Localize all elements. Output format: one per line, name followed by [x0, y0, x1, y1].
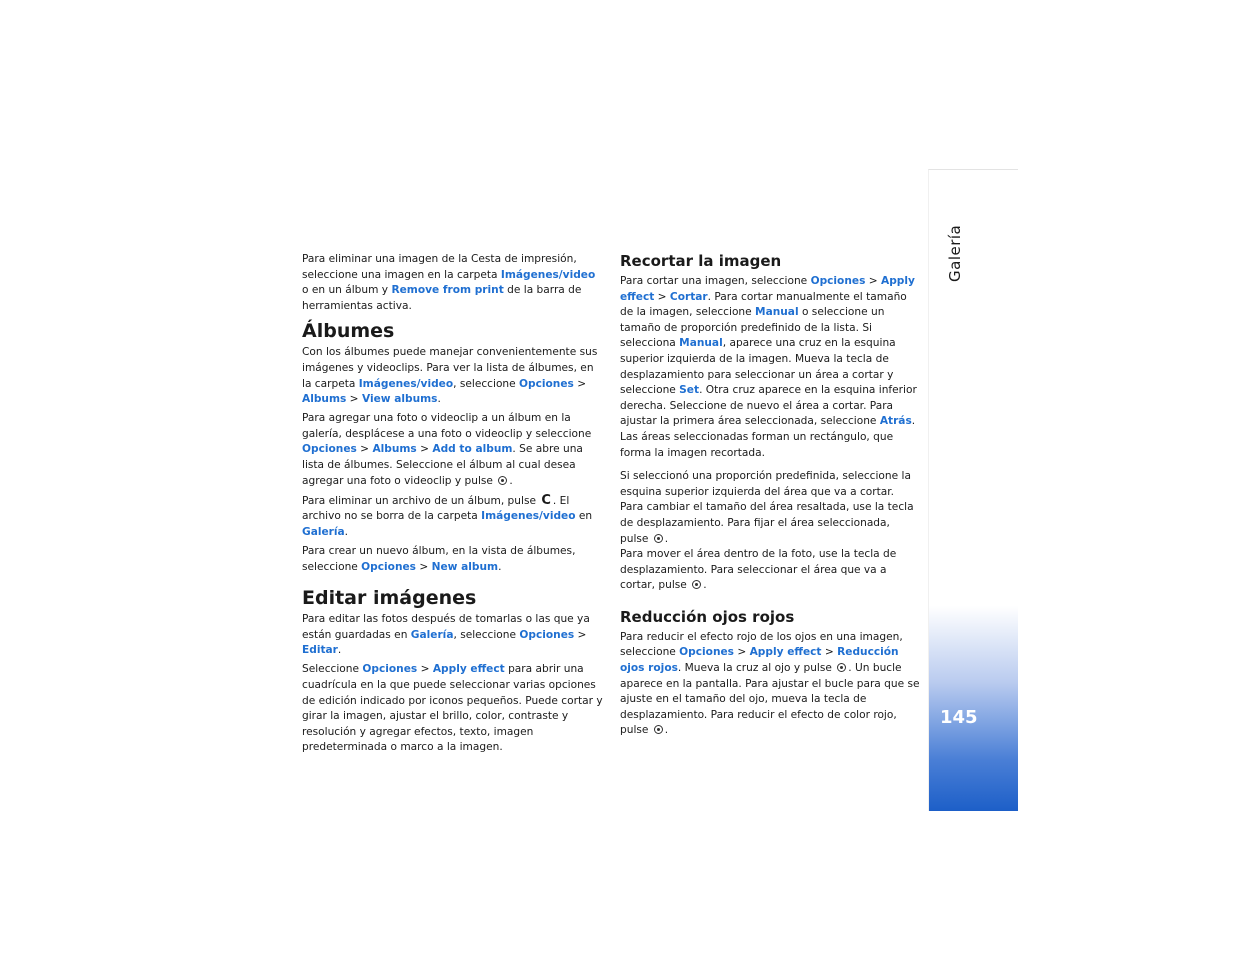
heading-recortar-imagen: Recortar la imagen [620, 252, 782, 270]
paragraph-proporcion-predefinida: Si seleccionó una proporción predefinida, seleccione la esquina superior izquierda del área que va a cortar. [620, 470, 911, 498]
paragraph-mover-area: Para mover el área dentro de la foto, use la tecla de desplazamiento. Para seleccionar el área que va a cortar, pulse . [620, 548, 897, 592]
left-column [302, 252, 605, 760]
page-number: 145 [940, 707, 978, 728]
paragraph-remove-from-album: Para eliminar un archivo de un álbum, pulse C . El archivo no se borra de la carpeta Imágenes/video en Galería. [302, 492, 593, 538]
paragraph-recortar: Para cortar una imagen, seleccione Opciones > Apply effect > Cortar. Para cortar manualmente el tamaño de la imagen, seleccione Manual o seleccione un tamaño de proporción predefinido de la lista. Si selecciona Manual, aparece una cruz en la esquina superior izquierda de la imagen. Mueva la tecla de desplazamiento para seleccionar un área a cortar y seleccione Set. Otra cruz aparece en la esquina inferior derecha. Seleccione de nuevo el área a cortar. Para ajustar la primera área seleccionada, seleccione Atrás. Las áreas seleccionadas forman un rectángulo, que forma la imagen recortada. [620, 275, 917, 459]
heading-albumes: Álbumes [302, 320, 395, 343]
heading-reduccion-ojos-rojos: Reducción ojos rojos [620, 607, 795, 626]
paragraph-apply-effect: Seleccione Opciones > Apply effect para abrir una cuadrícula en la que puede seleccionar varias opciones de edición indicado por iconos pequeños. Puede cortar y girar la imagen, ajustar el brillo, color, contraste y resolución y agregar efectos, texto, imagen predeterminada o marco a la imagen. [302, 663, 603, 754]
paragraph-new-album: Para crear un nuevo álbum, en la vista de álbumes, seleccione Opciones > New album. [302, 545, 576, 573]
joystick-select-icon [654, 725, 663, 734]
paragraph-editar-intro: Para editar las fotos después de tomarlas o las que ya están guardadas en Galería, seleccione Opciones > Editar. [302, 613, 590, 657]
paragraph-albumes-intro: Con los álbumes puede manejar convenientemente sus imágenes y videoclips. Para ver la lista de álbumes, en la carpeta Imágenes/video, seleccione Opciones > Albums > View albums. [302, 346, 598, 406]
link-remove-from-print: Remove from print [391, 284, 504, 297]
link-imagenes-video: Imágenes/video [500, 268, 596, 281]
paragraph-add-to-album: Para agregar una foto o videoclip a un álbum en la galería, desplácese a una foto o videoclip y seleccione Opciones > Albums > Add to album. Se abre una lista de álbumes. Seleccione el álbum al cual desea agregar una foto o videoclip y pulse . [302, 412, 592, 487]
paragraph-reduccion: Para reducir el efecto rojo de los ojos en una imagen, seleccione Opciones > Apply effect > Reducción ojos rojos. Mueva la cruz al ojo y pulse . Un bucle aparece en la pantalla. Para ajustar el bucle para que se ajuste en el tamaño del ojo, mueva la tecla de desplazamiento. Para reducir el efecto de color rojo, pulse . [620, 630, 920, 737]
joystick-select-icon [837, 663, 846, 672]
joystick-select-icon [654, 534, 663, 543]
section-title: Galería [946, 224, 964, 282]
paragraph-cambiar-tamano: Para cambiar el tamaño del área resaltada, use la tecla de desplazamiento. Para fijar el área seleccionada, pulse . [620, 501, 914, 545]
right-column [620, 252, 920, 743]
joystick-select-icon [692, 580, 701, 589]
clear-key-icon: C [541, 492, 551, 508]
joystick-select-icon [498, 476, 507, 485]
heading-editar-imagenes: Editar imágenes [302, 587, 477, 610]
paragraph-remove-from-print: Para eliminar una imagen de la Cesta de impresión, seleccione una imagen en la carpeta Imágenes/video o en un álbum y Remove from print de la barra de herramientas activa. [302, 253, 596, 312]
